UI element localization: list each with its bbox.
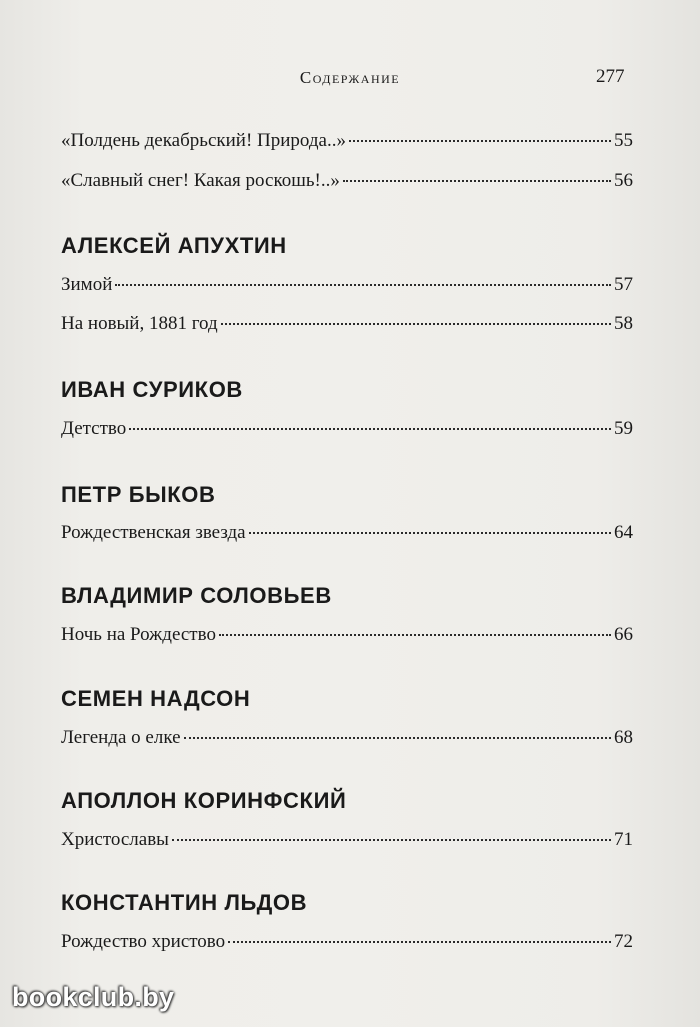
toc-entry-title: Рождество христово: [61, 931, 226, 952]
author-heading: АПОЛЛОН КОРИНФСКИЙ: [61, 788, 347, 813]
dot-leader: [221, 323, 611, 325]
toc-entry-title: «Полдень декабрьский! Природа..»: [61, 130, 346, 151]
toc-entry-page: 58: [614, 313, 633, 334]
toc-entry-page: 66: [614, 624, 633, 645]
toc-entry: [61, 170, 633, 196]
dot-leader: [172, 839, 611, 841]
toc-entry-page: 64: [614, 522, 633, 543]
running-header-title: Содержание: [299, 68, 401, 87]
dot-leader: [349, 140, 611, 142]
toc-entry-title: Зимой: [61, 274, 113, 295]
toc-entry: [61, 274, 633, 300]
dot-leader: [249, 532, 611, 534]
toc-entry-title: Легенда о елке: [61, 727, 181, 748]
toc-entry-title: «Славный снег! Какая роскошь!..»: [61, 170, 340, 191]
author-heading: ИВАН СУРИКОВ: [61, 377, 243, 402]
toc-entry-title: Ночь на Рождество: [61, 624, 216, 645]
toc-entry: [61, 829, 633, 855]
toc-entry: [61, 624, 633, 650]
toc-entry-title: На новый, 1881 год: [61, 313, 218, 334]
toc-entry-title: Рождественская звезда: [61, 522, 246, 543]
toc-entry: [61, 418, 633, 444]
author-heading: ПЕТР БЫКОВ: [61, 482, 216, 507]
author-heading: АЛЕКСЕЙ АПУХТИН: [61, 233, 287, 258]
dot-leader: [115, 284, 611, 286]
dot-leader: [228, 941, 611, 943]
toc-entry-page: 57: [614, 274, 633, 295]
toc-entry-title: Детство: [61, 418, 127, 439]
toc-entry: [61, 727, 633, 753]
toc-entry-page: 68: [614, 727, 633, 748]
author-heading: СЕМЕН НАДСОН: [61, 686, 251, 711]
author-heading: ВЛАДИМИР СОЛОВЬЕВ: [61, 583, 332, 608]
toc-entry: [61, 130, 633, 156]
toc-entry-page: 59: [614, 418, 633, 439]
author-heading: КОНСТАНТИН ЛЬДОВ: [61, 890, 308, 915]
page-number: 277: [596, 66, 625, 87]
toc-entry-page: 71: [614, 829, 633, 850]
dot-leader: [343, 180, 611, 182]
toc-entry-page: 56: [614, 170, 633, 191]
site-watermark: bookclub.by: [12, 982, 175, 1012]
dot-leader: [129, 428, 611, 430]
toc-entry-page: 55: [614, 130, 633, 151]
toc-entry: [61, 313, 633, 339]
toc-entry: [61, 522, 633, 548]
toc-entry: [61, 931, 633, 957]
dot-leader: [184, 737, 611, 739]
toc-entry-page: 72: [614, 931, 633, 952]
dot-leader: [219, 634, 611, 636]
toc-entry-title: Христославы: [61, 829, 169, 850]
